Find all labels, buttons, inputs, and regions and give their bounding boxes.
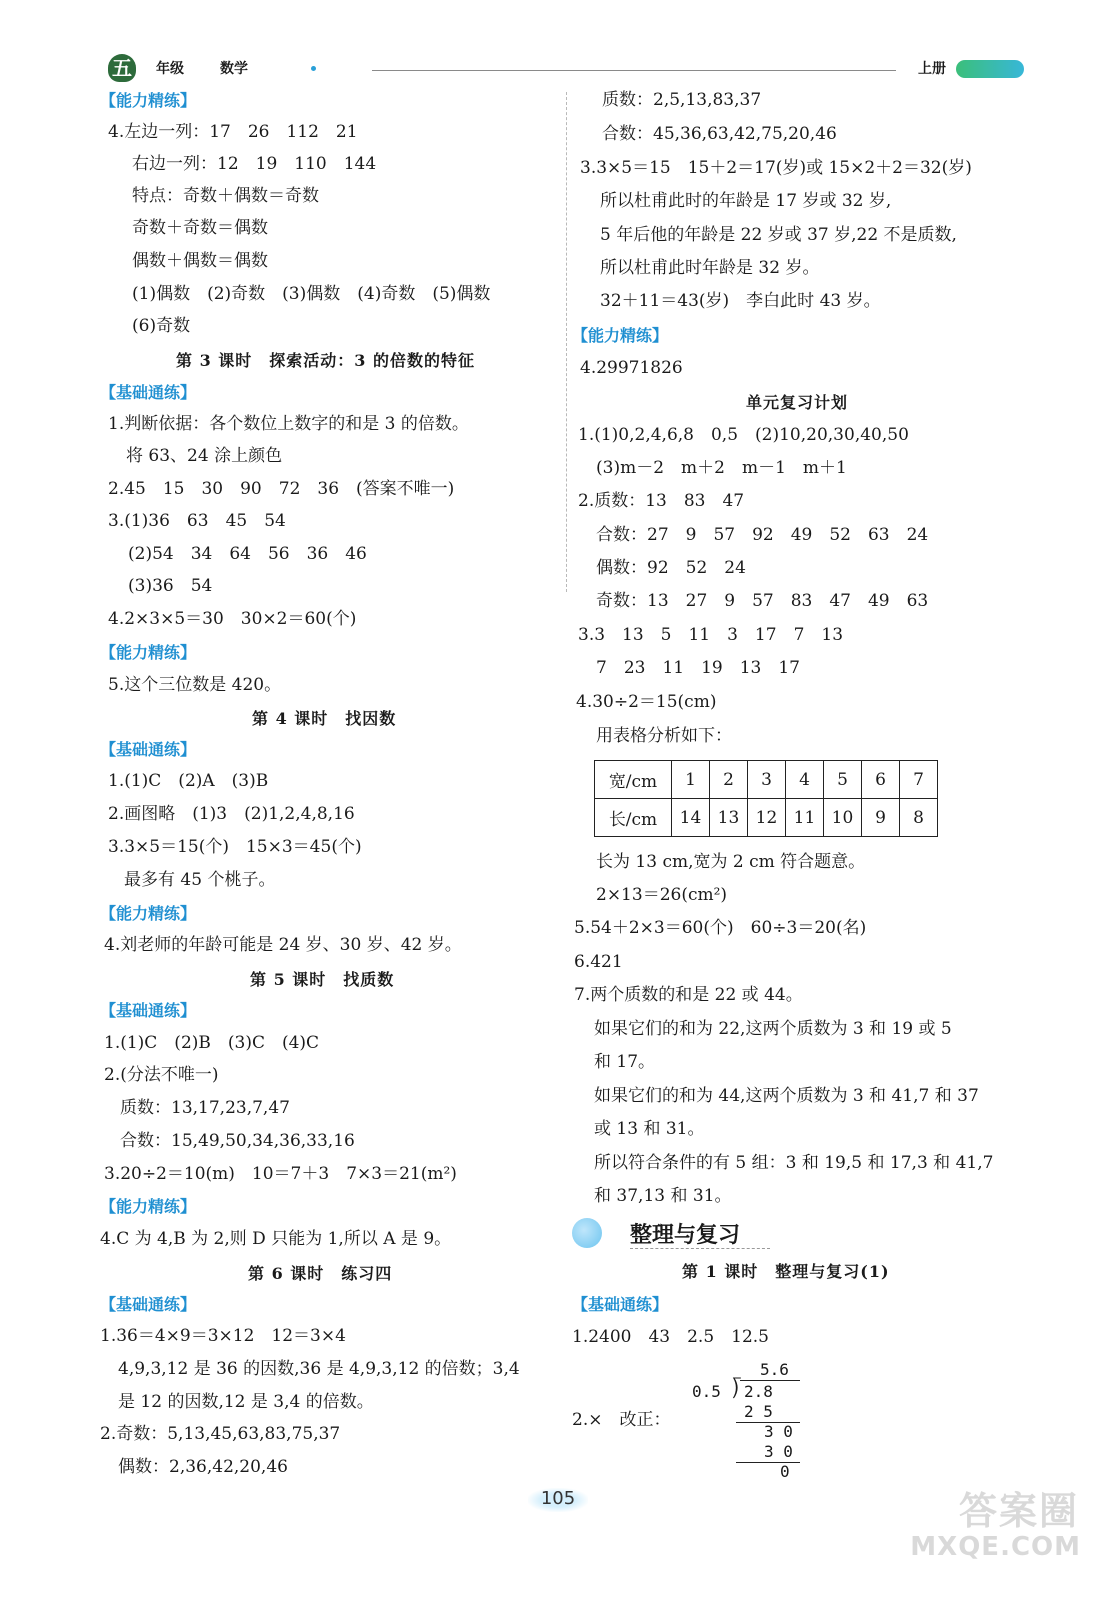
division-remainder: 0 (780, 1462, 790, 1481)
answer-line: 3.3×5＝15 15＋2＝17(岁)或 15×2＋2＝32(岁) (580, 158, 972, 178)
answer-line: 用表格分析如下： (596, 726, 732, 746)
section-tag-ability: 【能力精练】 (572, 326, 669, 345)
lesson-title: 第 6 课时 练习四 (248, 1264, 393, 1283)
division-bracket-icon: ⟌ (732, 1378, 741, 1403)
answer-line: 质数：2,5,13,83,37 (602, 90, 762, 110)
answer-line: 4,9,3,12 是 36 的因数,36 是 4,9,3,12 的倍数；3,4 (118, 1359, 520, 1379)
table-cell: 1 (672, 761, 710, 799)
answer-line: 和 17。 (594, 1052, 656, 1072)
subject-label: 数学 (220, 61, 248, 77)
answer-line: 所以符合条件的有 5 组：3 和 19,5 和 17,3 和 41,7 (594, 1153, 994, 1173)
division-step: 3 0 (764, 1442, 793, 1461)
table-cell-header: 长/cm (595, 799, 672, 837)
division-divisor: 0.5 (692, 1382, 721, 1401)
answer-line: 偶数：92 52 24 (596, 558, 746, 578)
page-header (108, 52, 1028, 84)
answer-line: 2.(分法不唯一) (104, 1065, 219, 1085)
table-cell: 3 (748, 761, 786, 799)
answer-line: (3)m－2 m＋2 m－1 m＋1 (596, 458, 847, 478)
series-logo-icon (956, 60, 1024, 78)
section-tag-ability: 【能力精练】 (100, 904, 197, 923)
table-cell: 12 (748, 799, 786, 837)
division-dividend: 2.8 (744, 1382, 773, 1401)
answer-line: 1.(1)C (2)A (3)B (108, 771, 269, 791)
section-heading (572, 1216, 772, 1250)
answer-line: 4.刘老师的年龄可能是 24 岁、30 岁、42 岁。 (104, 935, 462, 955)
table-cell: 14 (672, 799, 710, 837)
answer-line: 3.20÷2＝10(m) 10＝7＋3 7×3＝21(m²) (104, 1164, 457, 1184)
table-row (595, 799, 938, 837)
answer-line: (1)偶数 (2)奇数 (3)偶数 (4)奇数 (5)偶数 (132, 284, 491, 304)
long-division (692, 1360, 802, 1480)
watermark-logo: 答案圈 (958, 1489, 1079, 1533)
answer-line: 奇数＋奇数＝偶数 (132, 218, 268, 238)
answer-line: 32＋11＝43(岁) 李白此时 43 岁。 (600, 291, 881, 311)
answer-line: 1.(1)C (2)B (3)C (4)C (104, 1033, 320, 1053)
answer-line: (6)奇数 (132, 316, 191, 336)
separator-dot-icon (311, 66, 316, 71)
answer-line: 3.3 13 5 11 3 17 7 13 (578, 625, 844, 645)
answer-line: 7 23 11 19 13 17 (596, 658, 800, 678)
answer-line: 1.(1)0,2,4,6,8 0,5 (2)10,20,30,40,50 (578, 425, 909, 445)
header-rule (372, 70, 896, 71)
table-cell: 4 (786, 761, 824, 799)
table-cell: 2 (710, 761, 748, 799)
section-tag-basic: 【基础通练】 (100, 740, 197, 759)
answer-line: 4.C 为 4,B 为 2,则 D 只能为 1,所以 A 是 9。 (100, 1229, 452, 1249)
answer-line: 1.2400 43 2.5 12.5 (572, 1327, 770, 1347)
section-heading-rule (630, 1248, 770, 1249)
watermark-url: MXQE.COM (910, 1532, 1081, 1562)
answer-line: 最多有 45 个桃子。 (124, 870, 276, 890)
answer-line: 将 63、24 涂上颜色 (126, 446, 283, 466)
answer-line: 特点：奇数＋偶数＝奇数 (132, 186, 319, 206)
section-tag-ability: 【能力精练】 (100, 91, 197, 110)
section-tag-basic: 【基础通练】 (100, 1295, 197, 1314)
lesson-title: 第 1 课时 整理与复习(1) (682, 1262, 890, 1281)
answer-line: (3)36 54 (128, 576, 213, 596)
answer-line: 奇数：13 27 9 57 83 47 49 63 (596, 591, 929, 611)
grade-label: 年级 (156, 61, 184, 77)
table-cell: 6 (862, 761, 900, 799)
answer-line: 合数：27 9 57 92 49 52 63 24 (596, 525, 929, 545)
answer-line: 2.奇数：5,13,45,63,83,75,37 (100, 1424, 341, 1444)
answer-line: 4.29971826 (580, 358, 683, 378)
answer-line: 3.3×5＝15(个) 15×3＝45(个) (108, 837, 362, 857)
answer-line: 4.30÷2＝15(cm) (576, 692, 717, 712)
division-quotient: 5.6 (760, 1360, 789, 1379)
answer-line: 或 13 和 31。 (594, 1119, 705, 1139)
lesson-title: 第 3 课时 探索活动：3 的倍数的特征 (176, 351, 475, 370)
section-bullet-icon (572, 1218, 602, 1248)
answer-line: 如果它们的和为 44,这两个质数为 3 和 41,7 和 37 (594, 1086, 979, 1106)
section-tag-basic: 【基础通练】 (572, 1295, 669, 1314)
answer-line: 合数：45,36,63,42,75,20,46 (602, 124, 837, 144)
lesson-title: 单元复习计划 (746, 393, 849, 412)
division-rule (736, 1462, 800, 1463)
table-cell: 10 (824, 799, 862, 837)
page-number: 105 (528, 1488, 588, 1512)
answer-line: 7.两个质数的和是 22 或 44。 (574, 985, 803, 1005)
answer-line: 2×13＝26(cm²) (596, 885, 728, 905)
table-cell-header: 宽/cm (595, 761, 672, 799)
answer-line: 偶数：2,36,42,20,46 (118, 1457, 288, 1477)
section-tag-basic: 【基础通练】 (100, 383, 197, 402)
section-tag-ability: 【能力精练】 (100, 1197, 197, 1216)
answer-line: 所以杜甫此时年龄是 32 岁。 (600, 258, 820, 278)
answer-line: 和 37,13 和 31。 (594, 1186, 732, 1206)
section-tag-basic: 【基础通练】 (100, 1001, 197, 1020)
division-step: 3 0 (764, 1422, 793, 1441)
lesson-title: 第 5 课时 找质数 (250, 970, 395, 989)
answer-line: 5.54＋2×3＝60(个) 60÷3＝20(名) (574, 918, 867, 938)
answer-line: 3.(1)36 63 45 54 (108, 511, 286, 531)
answer-line: 所以杜甫此时的年龄是 17 岁或 32 岁, (600, 191, 892, 211)
section-tag-ability: 【能力精练】 (100, 643, 197, 662)
answer-line: 1.36＝4×9＝3×12 12＝3×4 (100, 1326, 346, 1346)
division-bracket-top (740, 1380, 800, 1381)
table-cell: 11 (786, 799, 824, 837)
table-row (595, 761, 938, 799)
table-cell: 8 (900, 799, 938, 837)
answer-line: (2)54 34 64 56 36 46 (128, 544, 367, 564)
table-cell: 5 (824, 761, 862, 799)
answer-line: 5.这个三位数是 420。 (108, 675, 282, 695)
answer-line: 是 12 的因数,12 是 3,4 的倍数。 (118, 1392, 374, 1412)
answer-line: 2.画图略 (1)3 (2)1,2,4,8,16 (108, 804, 355, 824)
answer-line: 5 年后他的年龄是 22 岁或 37 岁,22 不是质数, (600, 225, 957, 245)
width-length-table (594, 760, 938, 837)
lesson-title: 第 4 课时 找因数 (252, 709, 397, 728)
answer-line: 1.判断依据：各个数位上数字的和是 3 的倍数。 (108, 414, 469, 434)
answer-line: 长为 13 cm,宽为 2 cm 符合题意。 (596, 852, 866, 872)
table-cell: 13 (710, 799, 748, 837)
table-cell: 7 (900, 761, 938, 799)
answer-line: 偶数＋偶数＝偶数 (132, 251, 268, 271)
answer-line: 合数：15,49,50,34,36,33,16 (120, 1131, 355, 1151)
answer-line: 右边一列：12 19 110 144 (132, 154, 377, 174)
answer-line: 2.45 15 30 90 72 36 (答案不唯一) (108, 479, 455, 499)
answer-line: 如果它们的和为 22,这两个质数为 3 和 19 或 5 (594, 1019, 952, 1039)
answer-line: 6.421 (574, 952, 623, 972)
answer-line: 4.左边一列：17 26 112 21 (108, 122, 358, 142)
answer-line: 2.× 改正： (572, 1410, 671, 1430)
table-cell: 9 (862, 799, 900, 837)
answer-line: 质数：13,17,23,7,47 (120, 1098, 290, 1118)
column-divider (566, 92, 567, 592)
grade-badge: 五 (108, 54, 136, 82)
section-heading-text: 整理与复习 (630, 1223, 741, 1248)
division-step: 2 5 (744, 1402, 773, 1421)
answer-line: 2.质数：13 83 47 (578, 491, 745, 511)
answer-line: 4.2×3×5＝30 30×2＝60(个) (108, 609, 357, 629)
volume-label: 上册 (918, 61, 946, 77)
